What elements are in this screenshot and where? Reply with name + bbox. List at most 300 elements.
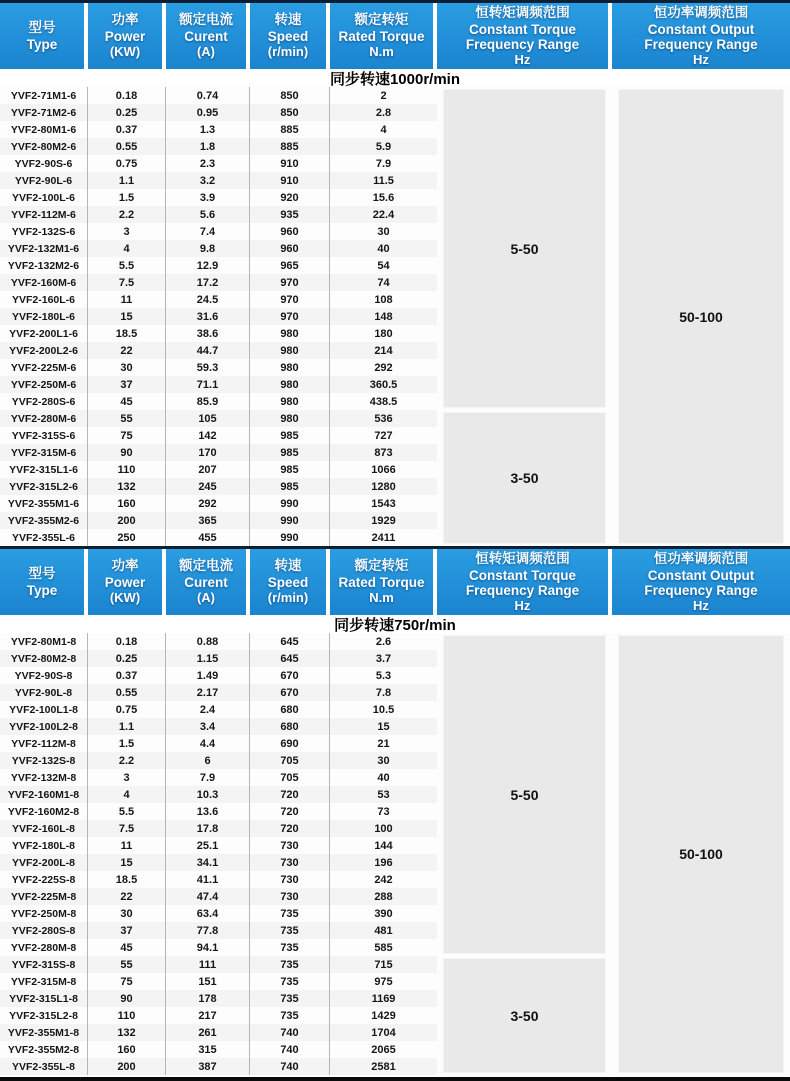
speed-cell: 910 bbox=[250, 155, 330, 172]
header-label-unit: (KW) bbox=[109, 590, 141, 606]
current-cell: 7.9 bbox=[166, 769, 250, 786]
header-cell-4 bbox=[330, 3, 437, 69]
current-cell: 455 bbox=[166, 529, 250, 546]
speed-cell: 720 bbox=[250, 786, 330, 803]
power-cell: 11 bbox=[88, 837, 166, 854]
power-cell: 90 bbox=[88, 990, 166, 1007]
speed-cell: 720 bbox=[250, 803, 330, 820]
type-cell: YVF2-200L-8 bbox=[0, 854, 88, 871]
type-cell: YVF2-71M1-6 bbox=[0, 87, 88, 104]
torque-cell: 360.5 bbox=[330, 376, 437, 393]
header-cell-6 bbox=[612, 3, 790, 69]
output-range-value: 50-100 bbox=[679, 308, 723, 325]
power-cell: 45 bbox=[88, 939, 166, 956]
power-cell: 0.37 bbox=[88, 121, 166, 138]
power-cell: 4 bbox=[88, 786, 166, 803]
power-cell: 0.75 bbox=[88, 155, 166, 172]
speed-cell: 680 bbox=[250, 701, 330, 718]
current-cell: 77.8 bbox=[166, 922, 250, 939]
header-label-zh: 功率 bbox=[111, 12, 139, 28]
power-cell: 5.5 bbox=[88, 803, 166, 820]
speed-cell: 960 bbox=[250, 240, 330, 257]
type-cell: YVF2-80M1-8 bbox=[0, 633, 88, 650]
torque-range-cell bbox=[443, 958, 606, 1073]
speed-cell: 960 bbox=[250, 223, 330, 240]
torque-cell: 7.9 bbox=[375, 157, 392, 170]
type-cell: YVF2-200L1-6 bbox=[0, 325, 88, 342]
power-cell: 0.25 bbox=[88, 104, 166, 121]
current-cell: 111 bbox=[166, 956, 250, 973]
power-cell: 200 bbox=[88, 1058, 166, 1075]
current-cell: 2.4 bbox=[166, 701, 250, 718]
torque-cell: 2.8 bbox=[330, 104, 437, 121]
speed-cell: 985 bbox=[250, 461, 330, 478]
type-cell: YVF2-90L-6 bbox=[0, 172, 88, 189]
power-cell: 200 bbox=[88, 512, 166, 529]
current-cell: 17.2 bbox=[166, 274, 250, 291]
header-label-en: Constant Output Frequency Range bbox=[644, 567, 758, 598]
current-cell: 1.8 bbox=[166, 138, 250, 155]
speed-cell: 990 bbox=[250, 529, 330, 546]
torque-cell: 5.3 bbox=[375, 669, 392, 682]
speed-cell: 910 bbox=[250, 172, 330, 189]
type-cell: YVF2-80M1-6 bbox=[0, 121, 88, 138]
power-cell: 3 bbox=[88, 223, 166, 240]
output-range-cell bbox=[618, 89, 784, 544]
type-cell: YVF2-355M2-6 bbox=[0, 512, 88, 529]
torque-cell: 3.7 bbox=[330, 650, 437, 667]
power-cell: 160 bbox=[88, 1041, 166, 1058]
speed-cell: 965 bbox=[250, 257, 330, 274]
speed-cell: 735 bbox=[250, 956, 330, 973]
table-header-row bbox=[0, 549, 790, 615]
torque-cell: 4 bbox=[380, 123, 387, 136]
header-label-en: Rated Torque bbox=[338, 575, 425, 591]
header-label-zh: 型号 bbox=[28, 20, 56, 35]
speed-cell: 740 bbox=[250, 1058, 330, 1075]
speed-cell: 740 bbox=[250, 1041, 330, 1058]
torque-cell: 873 bbox=[330, 444, 437, 461]
header-label-en: Power bbox=[104, 575, 146, 591]
power-cell: 110 bbox=[88, 1007, 166, 1024]
header-cell-0 bbox=[0, 3, 88, 69]
type-cell: YVF2-100L1-8 bbox=[0, 701, 88, 718]
torque-cell: 100 bbox=[330, 820, 437, 837]
type-cell: YVF2-71M2-6 bbox=[0, 104, 88, 121]
torque-cell: 727 bbox=[374, 429, 393, 442]
current-cell: 38.6 bbox=[166, 325, 250, 342]
type-cell: YVF2-160L-6 bbox=[0, 291, 88, 308]
type-cell: YVF2-112M-8 bbox=[0, 735, 88, 752]
current-cell: 3.2 bbox=[166, 172, 250, 189]
speed-cell: 920 bbox=[250, 189, 330, 206]
current-cell: 1.15 bbox=[166, 650, 250, 667]
type-cell: YVF2-180L-6 bbox=[0, 308, 88, 325]
speed-cell: 645 bbox=[250, 633, 330, 650]
current-cell: 9.8 bbox=[166, 240, 250, 257]
speed-cell: 970 bbox=[250, 274, 330, 291]
power-cell: 18.5 bbox=[88, 871, 166, 888]
torque-cell: 40 bbox=[377, 771, 390, 784]
header-label-unit: Hz bbox=[693, 597, 709, 613]
header-label-en: Speed bbox=[267, 29, 309, 45]
power-cell: 1.1 bbox=[88, 172, 166, 189]
torque-cell: 196 bbox=[330, 854, 437, 871]
torque-cell: 5.9 bbox=[330, 138, 437, 155]
power-cell: 11 bbox=[88, 291, 166, 308]
type-cell: YVF2-315M-6 bbox=[0, 444, 88, 461]
torque-range-value: 3-50 bbox=[510, 1007, 539, 1024]
type-cell: YVF2-225M-8 bbox=[0, 888, 88, 905]
speed-cell: 705 bbox=[250, 769, 330, 786]
current-cell: 59.3 bbox=[166, 359, 250, 376]
torque-cell: 30 bbox=[330, 752, 437, 769]
header-cell-6 bbox=[612, 549, 790, 615]
current-cell: 41.1 bbox=[166, 871, 250, 888]
type-cell: YVF2-225M-6 bbox=[0, 359, 88, 376]
type-cell: YVF2-132S-6 bbox=[0, 223, 88, 240]
current-cell: 315 bbox=[166, 1041, 250, 1058]
torque-range-value: 5-50 bbox=[510, 240, 539, 257]
torque-range-cell bbox=[443, 412, 606, 544]
torque-cell: 30 bbox=[377, 225, 390, 238]
header-label-en: Curent bbox=[184, 575, 228, 591]
speed-cell: 990 bbox=[250, 495, 330, 512]
header-label-zh: 转速 bbox=[274, 558, 302, 574]
header-cell-1 bbox=[88, 3, 166, 69]
header-label-en: Constant Output Frequency Range bbox=[644, 21, 758, 52]
header-label-en: Speed bbox=[267, 575, 309, 591]
type-cell: YVF2-355M1-8 bbox=[0, 1024, 88, 1041]
header-label-unit: (KW) bbox=[109, 44, 141, 60]
speed-cell: 885 bbox=[250, 138, 330, 155]
current-cell: 292 bbox=[166, 495, 250, 512]
header-label-en: Constant Torque Frequency Range bbox=[465, 567, 580, 598]
header-label-zh: 转速 bbox=[274, 12, 302, 28]
type-cell: YVF2-160M2-8 bbox=[0, 803, 88, 820]
sync-speed-label: 同步转速750r/min bbox=[0, 615, 790, 633]
power-cell: 7.5 bbox=[88, 820, 166, 837]
torque-cell: 481 bbox=[330, 922, 437, 939]
speed-cell: 735 bbox=[250, 990, 330, 1007]
table-header-row bbox=[0, 3, 790, 69]
torque-cell: 11.5 bbox=[330, 172, 437, 189]
power-cell: 0.55 bbox=[88, 684, 166, 701]
header-cell-3 bbox=[250, 549, 330, 615]
power-cell: 0.75 bbox=[88, 701, 166, 718]
type-cell: YVF2-250M-8 bbox=[0, 905, 88, 922]
current-cell: 365 bbox=[166, 512, 250, 529]
speed-cell: 980 bbox=[250, 325, 330, 342]
current-cell: 71.1 bbox=[166, 376, 250, 393]
speed-cell: 740 bbox=[250, 1024, 330, 1041]
type-cell: YVF2-355M2-8 bbox=[0, 1041, 88, 1058]
speed-cell: 970 bbox=[250, 291, 330, 308]
speed-cell: 735 bbox=[250, 973, 330, 990]
current-cell: 387 bbox=[166, 1058, 250, 1075]
torque-cell: 2065 bbox=[371, 1043, 396, 1056]
header-label-en: Type bbox=[26, 36, 58, 52]
torque-range-value: 5-50 bbox=[510, 786, 539, 803]
type-cell: YVF2-315L2-6 bbox=[0, 478, 88, 495]
type-cell: YVF2-90L-8 bbox=[0, 684, 88, 701]
speed-cell: 705 bbox=[250, 752, 330, 769]
speed-cell: 980 bbox=[250, 393, 330, 410]
header-label-unit: (A) bbox=[196, 44, 216, 60]
speed-cell: 850 bbox=[250, 104, 330, 121]
current-cell: 2.3 bbox=[166, 155, 250, 172]
type-cell: YVF2-112M-6 bbox=[0, 206, 88, 223]
torque-cell: 53 bbox=[330, 786, 437, 803]
power-cell: 0.18 bbox=[88, 633, 166, 650]
power-cell: 30 bbox=[88, 359, 166, 376]
speed-cell: 735 bbox=[250, 922, 330, 939]
power-cell: 2.2 bbox=[88, 752, 166, 769]
header-label-unit: (r/min) bbox=[267, 44, 309, 60]
power-cell: 30 bbox=[88, 905, 166, 922]
torque-cell: 180 bbox=[374, 327, 393, 340]
current-cell: 44.7 bbox=[166, 342, 250, 359]
torque-cell: 2411 bbox=[371, 531, 396, 544]
header-label-unit: N.m bbox=[369, 44, 394, 60]
speed-cell: 885 bbox=[250, 121, 330, 138]
current-cell: 12.9 bbox=[166, 257, 250, 274]
torque-cell: 1929 bbox=[330, 512, 437, 529]
header-cell-0 bbox=[0, 549, 88, 615]
current-cell: 3.9 bbox=[166, 189, 250, 206]
speed-cell: 985 bbox=[250, 444, 330, 461]
power-cell: 18.5 bbox=[88, 325, 166, 342]
header-label-unit: (r/min) bbox=[267, 590, 309, 606]
power-cell: 22 bbox=[88, 888, 166, 905]
torque-cell: 1704 bbox=[330, 1024, 437, 1041]
power-cell: 4 bbox=[88, 240, 166, 257]
torque-cell: 1543 bbox=[371, 497, 396, 510]
power-cell: 132 bbox=[88, 1024, 166, 1041]
type-cell: YVF2-280S-8 bbox=[0, 922, 88, 939]
speed-cell: 985 bbox=[250, 478, 330, 495]
torque-cell: 536 bbox=[330, 410, 437, 427]
speed-cell: 670 bbox=[250, 684, 330, 701]
header-label-en: Curent bbox=[184, 29, 228, 45]
speed-cell: 680 bbox=[250, 718, 330, 735]
torque-cell: 15 bbox=[330, 718, 437, 735]
header-label-en: Type bbox=[26, 582, 58, 598]
current-cell: 25.1 bbox=[166, 837, 250, 854]
header-cell-5 bbox=[437, 3, 612, 69]
current-cell: 0.88 bbox=[166, 633, 250, 650]
power-cell: 132 bbox=[88, 478, 166, 495]
type-cell: YVF2-100L2-8 bbox=[0, 718, 88, 735]
header-cell-2 bbox=[166, 3, 250, 69]
type-cell: YVF2-315L1-6 bbox=[0, 461, 88, 478]
current-cell: 245 bbox=[166, 478, 250, 495]
type-cell: YVF2-80M2-8 bbox=[0, 650, 88, 667]
torque-cell: 2.6 bbox=[375, 635, 392, 648]
current-cell: 63.4 bbox=[166, 905, 250, 922]
power-cell: 160 bbox=[88, 495, 166, 512]
speed-cell: 730 bbox=[250, 854, 330, 871]
header-label-unit: (A) bbox=[196, 590, 216, 606]
current-cell: 151 bbox=[166, 973, 250, 990]
current-cell: 7.4 bbox=[166, 223, 250, 240]
type-cell: YVF2-315M-8 bbox=[0, 973, 88, 990]
current-cell: 5.6 bbox=[166, 206, 250, 223]
current-cell: 34.1 bbox=[166, 854, 250, 871]
torque-cell: 7.8 bbox=[330, 684, 437, 701]
current-cell: 13.6 bbox=[166, 803, 250, 820]
power-cell: 1.1 bbox=[88, 718, 166, 735]
torque-cell: 1066 bbox=[371, 463, 396, 476]
type-cell: YVF2-315L1-8 bbox=[0, 990, 88, 1007]
power-cell: 15 bbox=[88, 854, 166, 871]
power-cell: 90 bbox=[88, 444, 166, 461]
power-cell: 0.55 bbox=[88, 138, 166, 155]
power-cell: 75 bbox=[88, 427, 166, 444]
type-cell: YVF2-160L-8 bbox=[0, 820, 88, 837]
power-cell: 7.5 bbox=[88, 274, 166, 291]
header-label-zh: 恒转矩调频范围 bbox=[475, 550, 570, 566]
type-cell: YVF2-280S-6 bbox=[0, 393, 88, 410]
power-cell: 110 bbox=[88, 461, 166, 478]
speed-cell: 980 bbox=[250, 376, 330, 393]
header-label-zh: 额定电流 bbox=[179, 12, 233, 28]
power-cell: 3 bbox=[88, 769, 166, 786]
torque-cell: 585 bbox=[374, 941, 393, 954]
torque-cell: 74 bbox=[330, 274, 437, 291]
type-cell: YVF2-250M-6 bbox=[0, 376, 88, 393]
current-cell: 6 bbox=[166, 752, 250, 769]
power-cell: 15 bbox=[88, 308, 166, 325]
type-cell: YVF2-160M1-8 bbox=[0, 786, 88, 803]
type-cell: YVF2-315S-6 bbox=[0, 427, 88, 444]
current-cell: 0.95 bbox=[166, 104, 250, 121]
type-cell: YVF2-355L-8 bbox=[0, 1058, 88, 1075]
table-body bbox=[0, 633, 790, 1075]
torque-range-value: 3-50 bbox=[510, 470, 539, 486]
torque-cell: 144 bbox=[374, 839, 393, 852]
power-cell: 37 bbox=[88, 922, 166, 939]
type-cell: YVF2-225S-8 bbox=[0, 871, 88, 888]
power-cell: 55 bbox=[88, 956, 166, 973]
speed-cell: 980 bbox=[250, 410, 330, 427]
type-cell: YVF2-132M-8 bbox=[0, 769, 88, 786]
header-label-unit: Hz bbox=[514, 597, 531, 613]
torque-cell: 22.4 bbox=[330, 206, 437, 223]
power-cell: 37 bbox=[88, 376, 166, 393]
power-cell: 1.5 bbox=[88, 189, 166, 206]
current-cell: 10.3 bbox=[166, 786, 250, 803]
sync-speed-label: 同步转速1000r/min bbox=[0, 69, 790, 87]
header-label-en: Constant Torque Frequency Range bbox=[465, 21, 580, 52]
torque-cell: 390 bbox=[374, 907, 393, 920]
type-cell: YVF2-280M-6 bbox=[0, 410, 88, 427]
type-cell: YVF2-80M2-6 bbox=[0, 138, 88, 155]
current-cell: 142 bbox=[166, 427, 250, 444]
speed-cell: 970 bbox=[250, 308, 330, 325]
header-cell-1 bbox=[88, 549, 166, 615]
current-cell: 94.1 bbox=[166, 939, 250, 956]
torque-cell: 438.5 bbox=[369, 395, 398, 408]
torque-cell: 15.6 bbox=[372, 191, 395, 204]
speed-cell: 735 bbox=[250, 1007, 330, 1024]
torque-cell: 148 bbox=[330, 308, 437, 325]
type-cell: YVF2-132S-8 bbox=[0, 752, 88, 769]
speed-cell: 990 bbox=[250, 512, 330, 529]
type-cell: YVF2-132M2-6 bbox=[0, 257, 88, 274]
header-label-zh: 恒功率调频范围 bbox=[653, 550, 749, 566]
power-cell: 250 bbox=[88, 529, 166, 546]
current-cell: 178 bbox=[166, 990, 250, 1007]
speed-cell: 985 bbox=[250, 427, 330, 444]
speed-cell: 730 bbox=[250, 837, 330, 854]
power-cell: 1.5 bbox=[88, 735, 166, 752]
current-cell: 207 bbox=[166, 461, 250, 478]
torque-cell: 21 bbox=[377, 737, 390, 750]
torque-cell: 292 bbox=[374, 361, 393, 374]
header-label-zh: 额定转矩 bbox=[354, 558, 409, 574]
header-label-unit: N.m bbox=[369, 590, 394, 606]
type-cell: YVF2-280M-8 bbox=[0, 939, 88, 956]
header-label-unit: Hz bbox=[514, 51, 531, 67]
type-cell: YVF2-160M-6 bbox=[0, 274, 88, 291]
output-range-value: 50-100 bbox=[679, 846, 723, 862]
header-cell-3 bbox=[250, 3, 330, 69]
header-label-en: Power bbox=[104, 29, 146, 45]
torque-cell: 73 bbox=[377, 805, 390, 818]
header-label-unit: Hz bbox=[693, 51, 709, 67]
speed-cell: 935 bbox=[250, 206, 330, 223]
speed-cell: 730 bbox=[250, 871, 330, 888]
header-label-zh: 功率 bbox=[111, 558, 139, 574]
current-cell: 1.3 bbox=[166, 121, 250, 138]
header-label-zh: 额定转矩 bbox=[354, 12, 409, 28]
type-cell: YVF2-200L2-6 bbox=[0, 342, 88, 359]
power-cell: 2.2 bbox=[88, 206, 166, 223]
speed-cell: 730 bbox=[250, 888, 330, 905]
speed-cell: 735 bbox=[250, 905, 330, 922]
power-cell: 5.5 bbox=[88, 257, 166, 274]
current-cell: 170 bbox=[166, 444, 250, 461]
power-cell: 45 bbox=[88, 393, 166, 410]
header-label-zh: 恒转矩调频范围 bbox=[475, 4, 570, 20]
type-cell: YVF2-90S-6 bbox=[0, 155, 88, 172]
torque-cell: 2581 bbox=[330, 1058, 437, 1075]
torque-cell: 242 bbox=[374, 873, 393, 886]
speed-cell: 645 bbox=[250, 650, 330, 667]
torque-cell: 975 bbox=[374, 975, 393, 988]
type-cell: YVF2-100L-6 bbox=[0, 189, 88, 206]
header-cell-2 bbox=[166, 549, 250, 615]
speed-cell: 670 bbox=[250, 667, 330, 684]
type-cell: YVF2-315L2-8 bbox=[0, 1007, 88, 1024]
type-cell: YVF2-90S-8 bbox=[0, 667, 88, 684]
header-cell-5 bbox=[437, 549, 612, 615]
current-cell: 0.74 bbox=[166, 87, 250, 104]
speed-cell: 690 bbox=[250, 735, 330, 752]
current-cell: 85.9 bbox=[166, 393, 250, 410]
current-cell: 3.4 bbox=[166, 718, 250, 735]
type-cell: YVF2-355M1-6 bbox=[0, 495, 88, 512]
current-cell: 47.4 bbox=[166, 888, 250, 905]
current-cell: 1.49 bbox=[166, 667, 250, 684]
torque-cell: 715 bbox=[330, 956, 437, 973]
current-cell: 217 bbox=[166, 1007, 250, 1024]
torque-cell: 1429 bbox=[371, 1009, 396, 1022]
power-cell: 0.25 bbox=[88, 650, 166, 667]
current-cell: 261 bbox=[166, 1024, 250, 1041]
power-cell: 75 bbox=[88, 973, 166, 990]
